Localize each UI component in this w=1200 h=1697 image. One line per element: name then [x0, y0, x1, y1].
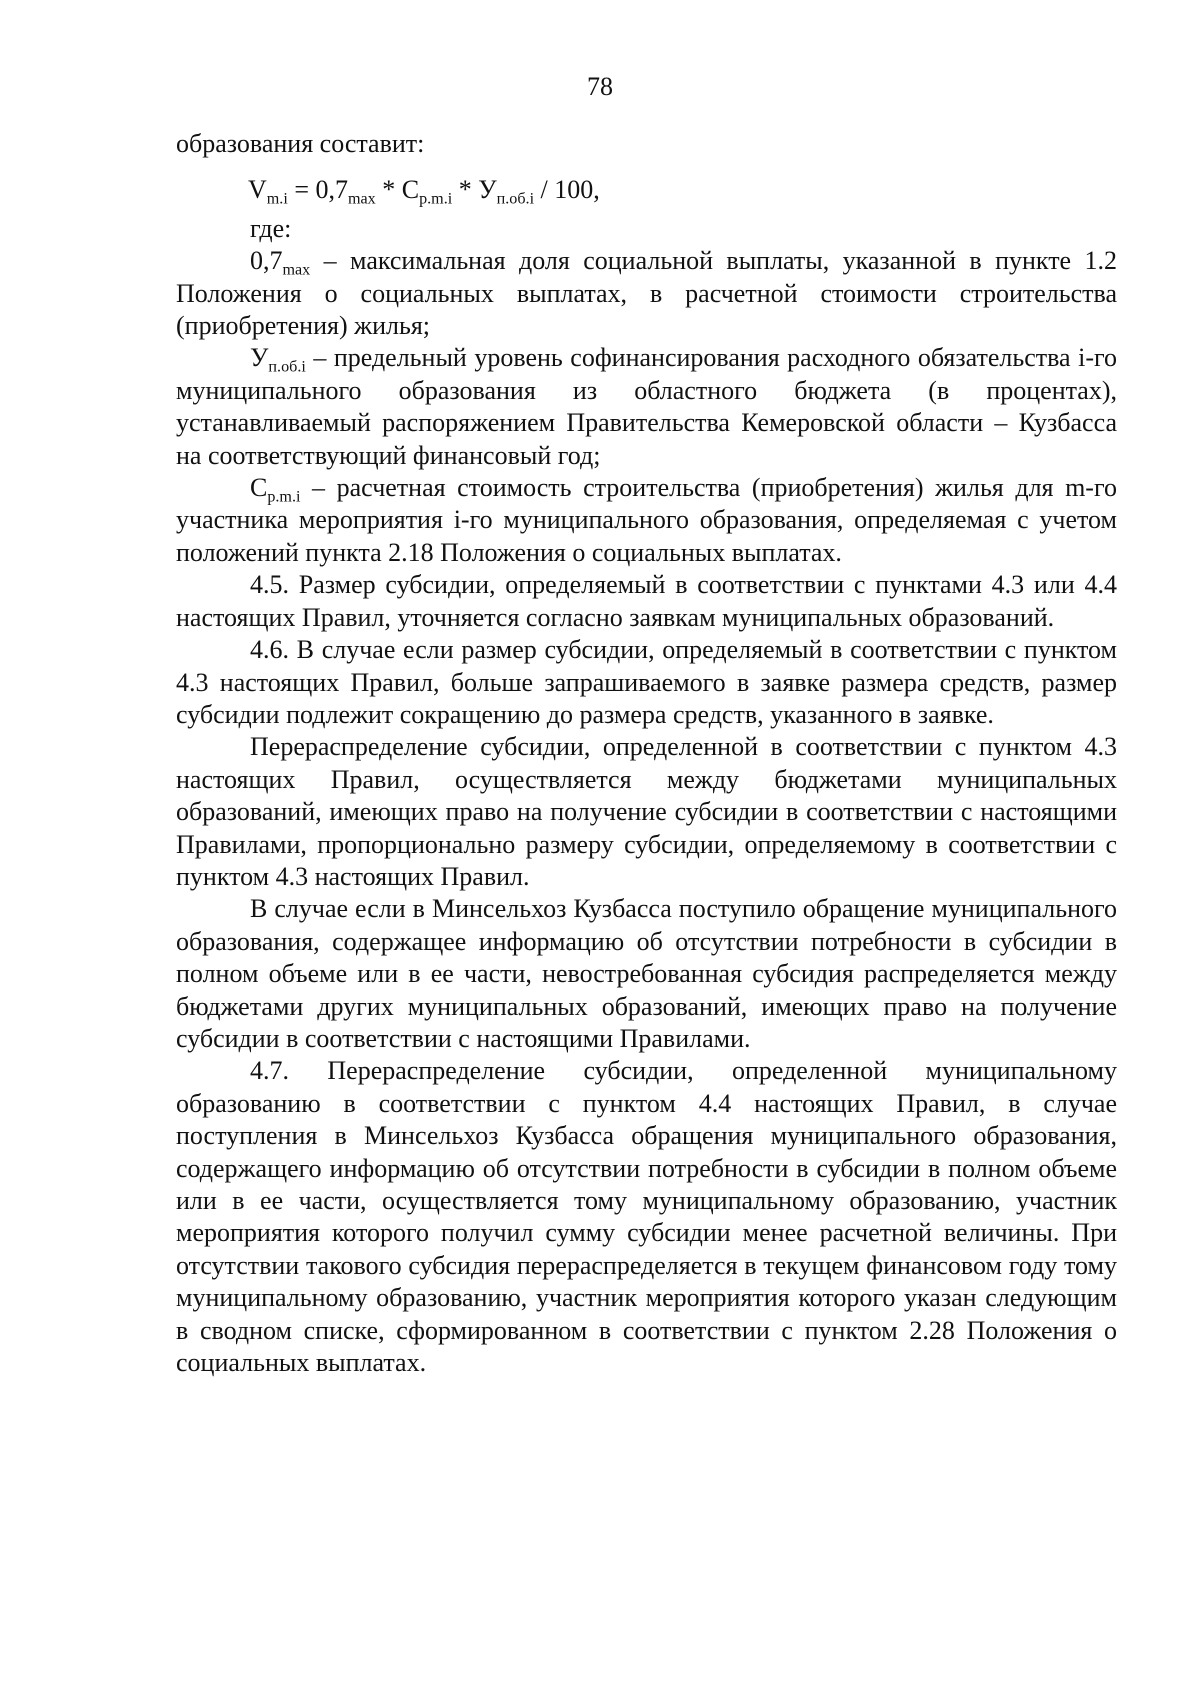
- definition-calculated-cost: $C_{p.m.i}$ – расчетная стоимость строительства (приобретения) жилья для m-го участника мероприятия i-го муниципального образования, определяемая с учетом положений пункта 2.18 Положения о социальных выплатах.: [176, 473, 1117, 567]
- document-body: [176, 128, 1117, 1379]
- page-number: 78: [587, 72, 613, 101]
- paragraph-4-7: 4.7. Перераспределение субсидии, определенной муниципальному образованию в соответствии с пунктом 4.4 настоящих Правил, в случае поступления в Минсельхоз Кузбасса обращения муниципального образования, содержащего информацию об отсутствии потребности в субсидии в полном объеме или в ее части, осуществляется тому муниципальному образованию, участник мероприятия которого получил сумму субсидии менее расчетной величины. При отсутствии такового субсидия перераспределяется в текущем финансовом году тому муниципальному образованию, участник мероприятия которого указан следующим в сводном списке, сформированном в соответствии с пунктом 2.28 Положения о социальных выплатах.: [176, 1056, 1117, 1378]
- definition-coefficient: $0,7_{max}$ – максимальная доля социальной выплаты, указанной в пункте 1.2 Положения о социальных выплатах, в расчетной стоимости строительства (приобретения) жилья;: [176, 246, 1117, 341]
- paragraph-unclaimed-subsidy: В случае если в Минсельхоз Кузбасса поступило обращение муниципального образования, содержащее информацию об отсутствии потребности в субсидии в полном объеме или в ее части, невостребованная субсидия распределяется между бюджетами других муниципальных образований, имеющих право на получение субсидии в соответствии с настоящими Правилами.: [176, 894, 1117, 1053]
- paragraph-4-5: 4.5. Размер субсидии, определяемый в соответствии с пунктами 4.3 или 4.4 настоящих Правил, уточняется согласно заявкам муниципальных образований.: [176, 570, 1117, 632]
- formula: $V_{m.i} = 0,7_{max} * C_{p.m.i} * У_{п.об.i} / 100$,: [248, 175, 600, 209]
- definition-cofinancing-level: $У_{п.об.i}$ – предельный уровень софинансирования расходного обязательства i-го муниципального образования из областного бюджета (в процентах), устанавливаемый распоряжением Правительства Кемеровской области – Кузбасса на соответствующий финансовый год;: [176, 343, 1117, 470]
- intro-line: образования составит:: [176, 129, 425, 158]
- paragraph-redistribution: Перераспределение субсидии, определенной в соответствии с пунктом 4.3 настоящих Правил, осуществляется между бюджетами муниципальных образований, имеющих право на получение субсидии в соответствии с настоящими Правилами, пропорционально размеру субсидии, определяемому в соответствии с пунктом 4.3 настоящих Правил.: [176, 732, 1117, 891]
- where-label: где:: [250, 213, 292, 243]
- paragraph-4-6: 4.6. В случае если размер субсидии, определяемый в соответствии с пунктом 4.3 настоящих Правил, больше запрашиваемого в заявке размера средств, размер субсидии подлежит сокращению до размера средств, указанного в заявке.: [176, 635, 1117, 729]
